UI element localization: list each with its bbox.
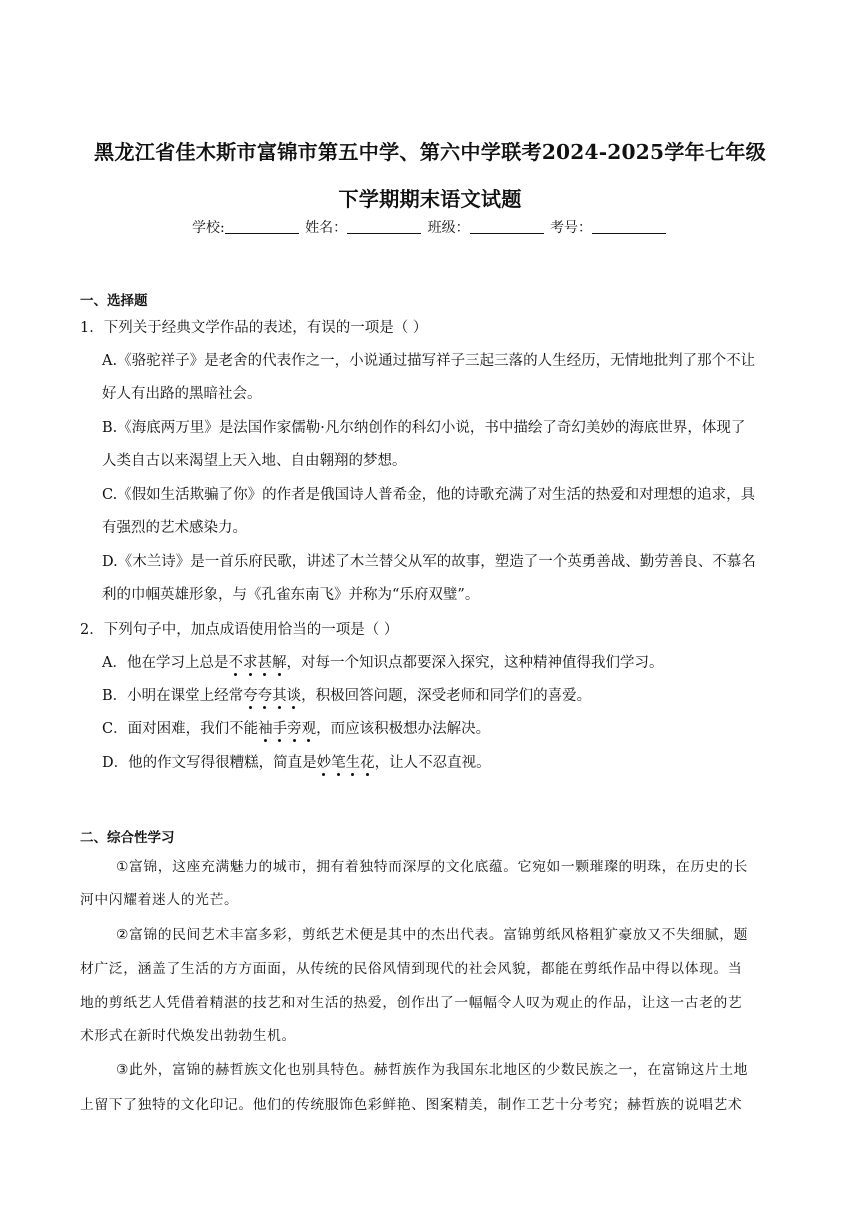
section-heading-comprehensive: 二、综合性学习 (80, 830, 175, 846)
class-blank[interactable] (470, 219, 544, 234)
question-1-option-c: C.《假如生活欺骗了你》的作者是俄国诗人普希金，他的诗歌充满了对生活的热爱和对理想的追求，具 (102, 487, 756, 503)
question-1-option-a-cont: 好人有出路的黑暗社会。 (102, 386, 262, 402)
option-c-prefix: C．面对困难，我们不能 (102, 721, 259, 737)
question-2-option-b (102, 684, 591, 705)
section-heading-choice: 一、选择题 (80, 293, 148, 309)
emphasized-char: 旁 (287, 717, 302, 738)
emphasized-char: 手 (273, 717, 288, 738)
question-1-stem: 1．下列关于经典文学作品的表述，有误的一项是（ ） (80, 320, 428, 336)
exam-number-blank[interactable] (592, 219, 666, 234)
question-1-option-d: D.《木兰诗》是一首乐府民歌，讲述了木兰替父从军的故事，塑造了一个英勇善战、勤劳善良、不慕名 (102, 554, 756, 570)
exam-number-label: 考号： (550, 220, 593, 236)
question-1-option-c-cont: 有强烈的艺术感染力。 (102, 520, 247, 536)
name-label: 姓名： (305, 220, 348, 236)
option-a-suffix: ，对每一个知识点都要深入探究，这种精神值得我们学习。 (286, 655, 664, 671)
paragraph-2-line-2: 材广泛，涵盖了生活的方方面面，从传统的民俗风情到现代的社会风貌，都能在剪纸作品中得以体现。当 (80, 961, 743, 977)
question-2-option-d (102, 751, 491, 772)
question-1-option-d-cont: 利的巾帼英雄形象，与《孔雀东南飞》并称为“乐府双璧”。 (102, 587, 480, 603)
option-b-suffix: ，积极回答问题，深受老师和同学们的喜爱。 (301, 688, 592, 704)
emphasized-char: 谈 (287, 684, 302, 705)
name-blank[interactable] (347, 219, 421, 234)
class-label: 班级： (427, 220, 470, 236)
student-info-row (0, 217, 860, 237)
question-2-option-a (102, 651, 663, 672)
school-label: 学校: (191, 220, 225, 236)
emphasized-char: 解 (272, 651, 287, 672)
option-d-prefix: D．他的作文写得很糟糕，简直是 (102, 755, 317, 771)
emphasized-char: 不 (228, 651, 243, 672)
emphasized-char: 观 (302, 717, 317, 738)
paragraph-1-line-1: ①富锦，这座充满魅力的城市，拥有着独特而深厚的文化底蕴。它宛如一颗璀璨的明珠，在历史的长 (116, 859, 749, 875)
exam-title-line-2: 下学期期末语文试题 (338, 187, 522, 211)
option-c-suffix: ，而应该积极想办法解决。 (316, 721, 491, 737)
emphasized-char: 生 (346, 751, 361, 772)
paragraph-2-line-4: 术形式在新时代焕发出勃勃生机。 (80, 1028, 296, 1044)
emphasized-char: 夸 (243, 684, 258, 705)
emphasized-char: 求 (243, 651, 258, 672)
emphasized-char: 夸 (258, 684, 273, 705)
paragraph-1-line-2: 河中闪耀着迷人的光芒。 (80, 892, 239, 908)
option-a-prefix: A．他在学习上总是 (102, 655, 229, 671)
question-1-option-a: A.《骆驼祥子》是老舍的代表作之一，小说通过描写祥子三起三落的人生经历，无情地批判了那个不让 (102, 353, 756, 369)
emphasized-char: 花 (360, 751, 375, 772)
paragraph-3-line-1: ③此外，富锦的赫哲族文化也别具特色。赫哲族作为我国东北地区的少数民族之一，在富锦这片土地 (116, 1062, 749, 1078)
question-1-option-b: B.《海底两万里》是法国作家儒勒·凡尔纳创作的科幻小说，书中描绘了奇幻美妙的海底世界，体现了 (102, 420, 746, 436)
paragraph-2-line-1: ②富锦的民间艺术丰富多彩，剪纸艺术便是其中的杰出代表。富锦剪纸风格粗犷豪放又不失细腻，题 (116, 927, 749, 943)
emphasized-char: 甚 (257, 651, 272, 672)
exam-title-line-1: 黑龙江省佳木斯市富锦市第五中学、第六中学联考2024-2025学年七年级 (94, 140, 766, 164)
emphasized-char: 其 (272, 684, 287, 705)
paragraph-3-line-2: 上留下了独特的文化印记。他们的传统服饰色彩鲜艳、图案精美，制作工艺十分考究；赫哲族的说唱艺术 (80, 1097, 743, 1113)
option-d-suffix: ，让人不忍直视。 (374, 755, 491, 771)
emphasized-char: 袖 (258, 717, 273, 738)
emphasized-char: 笔 (331, 751, 346, 772)
school-blank[interactable] (225, 219, 299, 234)
emphasized-char: 妙 (317, 751, 332, 772)
question-1-option-b-cont: 人类自古以来渴望上天入地、自由翱翔的梦想。 (102, 453, 407, 469)
paragraph-2-line-3: 地的剪纸艺人凭借着精湛的技艺和对生活的热爱，创作出了一幅幅令人叹为观止的作品，让这一古老的艺 (80, 995, 743, 1011)
option-b-prefix: B．小明在课堂上经常 (102, 688, 244, 704)
question-2-option-c (102, 717, 490, 738)
question-2-stem: 2．下列句子中，加点成语使用恰当的一项是（ ） (80, 622, 399, 638)
